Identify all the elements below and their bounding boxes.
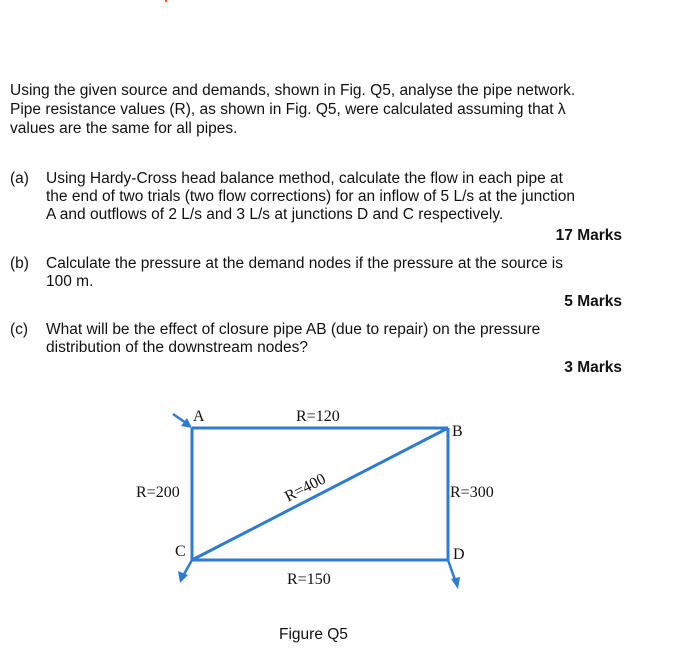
question-label: (b) [10, 255, 29, 272]
outflow-arrow-c [178, 560, 192, 583]
node-c-label: C [175, 543, 186, 560]
pipe-bc-label: R=400 [282, 470, 329, 506]
pipe-ac-label: R=200 [136, 484, 180, 501]
question-line: Calculate the pressure at the demand nodes if the pressure at the source is [46, 255, 563, 272]
question-line: Using Hardy-Cross head balance method, calculate the flow in each pipe at [46, 170, 563, 187]
question-line: A and outflows of 2 L/s and 3 L/s at junctions D and C respectively. [46, 206, 504, 223]
inflow-arrow [173, 414, 192, 428]
pipe-cd-label: R=150 [287, 571, 331, 588]
marks-a: 17 Marks [555, 227, 622, 244]
marks-c: 3 Marks [564, 359, 622, 376]
question-line: 100 m. [46, 273, 94, 290]
pipe-bc [192, 428, 448, 560]
question-label: (c) [10, 321, 29, 338]
pipe-bd-label: R=300 [450, 484, 494, 501]
question-label: (a) [10, 170, 29, 187]
outflow-arrow-d [448, 560, 460, 589]
pipe-ab-label: R=120 [296, 408, 340, 425]
question-line: the end of two trials (two flow corrections) for an inflow of 5 L/s at the junction [46, 188, 575, 205]
question-line: distribution of the downstream nodes? [46, 339, 308, 356]
node-b-label: B [452, 423, 463, 440]
node-d-label: D [453, 546, 465, 563]
intro-line-1: Using the given source and demands, shown in Fig. Q5, analyse the pipe network. [10, 82, 576, 99]
pipes [192, 428, 448, 560]
intro-line-2: Pipe resistance values (R), as shown in Fig. Q5, were calculated assuming that λ [10, 101, 566, 118]
intro-line-3: values are the same for all pipes. [10, 120, 238, 137]
marks-b: 5 Marks [564, 293, 622, 310]
node-a-label: A [193, 408, 205, 425]
question-line: What will be the effect of closure pipe AB (due to repair) on the pressure [46, 321, 541, 338]
figure-caption: Figure Q5 [279, 626, 348, 643]
